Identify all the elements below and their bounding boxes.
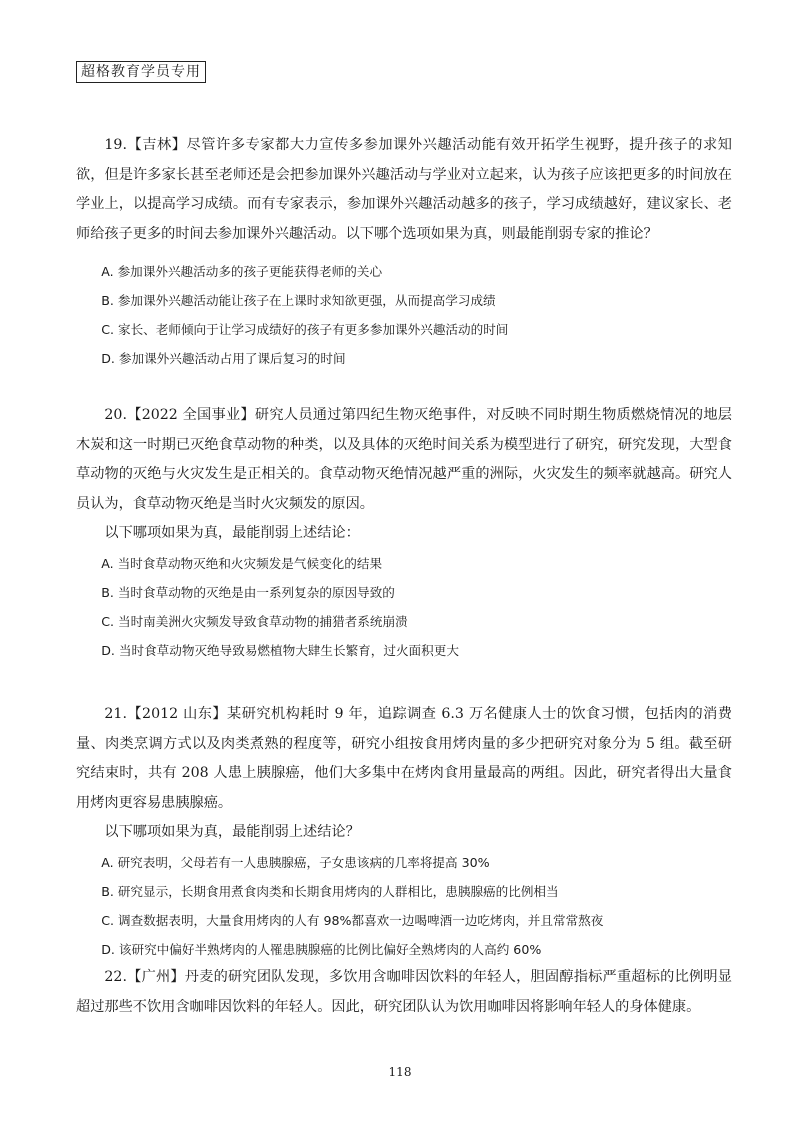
option-d: D. 参加课外兴趣活动占用了课后复习的时间 (101, 351, 346, 366)
option-b: B. 研究显示，长期食用煮食肉类和长期食用烤肉的人群相比，患胰腺癌的比例相当 (101, 883, 559, 899)
option-b: B. 当时食草动物的灭绝是由一系列复杂的原因导致的 (101, 584, 395, 600)
option-a: A. 研究表明，父母若有一人患胰腺癌，子女患该病的几率将提高 30% (101, 854, 490, 870)
question-stem: 20.【2022 全国事业】研究人员通过第四纪生物灭绝事件，对反映不同时期生物质燃烧情况的地层木炭和这一时期已灭绝食草动物的种类，以及具体的灭绝时间关系为模型进行了研究，研究发现，大型食草动物的灭绝与火灾发生是正相关的。食草动物灭绝情况越严重的洲际，火灾发生的频率就越高。研究人员认为，食草动物灭绝是当时火灾频发的原因。 (76, 407, 732, 512)
option-d: D. 当时食草动物灭绝导致易燃植物大肆生长繁育，过火面积更大 (101, 642, 459, 658)
option-d: D. 该研究中偏好半熟烤肉的人罹患胰腺癌的比例比偏好全熟烤肉的人高约 60% (101, 941, 542, 957)
page-number: 118 (388, 1065, 412, 1079)
option-c: C. 家长、老师倾向于让学习成绩好的孩子有更多参加课外兴趣活动的时间 (101, 322, 509, 337)
question-stem: 19.【吉林】尽管许多专家都大力宣传多参加课外兴趣活动能有效开拓学生视野，提升孩子的求知欲，但是许多家长甚至老师还是会把参加课外兴趣活动与学业对立起来，认为孩子应该把更多的时间放在学业上，以提高学习成绩。而有专家表示，参加课外兴趣活动越多的孩子，学习成绩越好，建议家长、老师给孩子更多的时间去参加课外兴趣活动。以下哪个选项如果为真，则最能削弱专家的推论？ (76, 137, 732, 242)
option-a: A. 当时食草动物灭绝和火灾频发是气候变化的结果 (101, 555, 383, 571)
question-20 (76, 401, 732, 665)
question-prompt: 以下哪项如果为真，最能削弱上述结论？ (104, 824, 360, 840)
question-19 (76, 131, 732, 373)
option-c: C. 当时南美洲火灾频发导致食草动物的捕猎者系统崩溃 (101, 613, 408, 629)
watermark-tag: 超格教育学员专用 (76, 61, 206, 83)
question-stem: 21.【2012 山东】某研究机构耗时 9 年，追踪调查 6.3 万名健康人士的饮食习惯，包括肉的消费量、肉类烹调方式以及肉类煮熟的程度等，研究小组按食用烤肉量的多少把研究对象分为 5 组。截至研究结束时，共有 208 人患上胰腺癌，他们大多集中在烤肉食用量最高的两组。因此，研究者得出大量食用烤肉更容易患胰腺癌。 (76, 706, 732, 811)
question-22 (76, 963, 732, 1022)
option-c: C. 调查数据表明，大量食用烤肉的人有 98%都喜欢一边喝啤酒一边吃烤肉，并且常常熬夜 (101, 912, 604, 928)
question-prompt: 以下哪项如果为真，最能削弱上述结论： (104, 525, 360, 541)
option-a: A. 参加课外兴趣活动多的孩子更能获得老师的关心 (101, 264, 383, 279)
question-21 (76, 700, 732, 964)
question-stem: 22.【广州】丹麦的研究团队发现，多饮用含咖啡因饮料的年轻人，胆固醇指标严重超标的比例明显超过那些不饮用含咖啡因饮料的年轻人。因此，研究团队认为饮用咖啡因将影响年轻人的身体健康。 (76, 969, 732, 1015)
option-b: B. 参加课外兴趣活动能让孩子在上课时求知欲更强，从而提高学习成绩 (101, 293, 496, 308)
